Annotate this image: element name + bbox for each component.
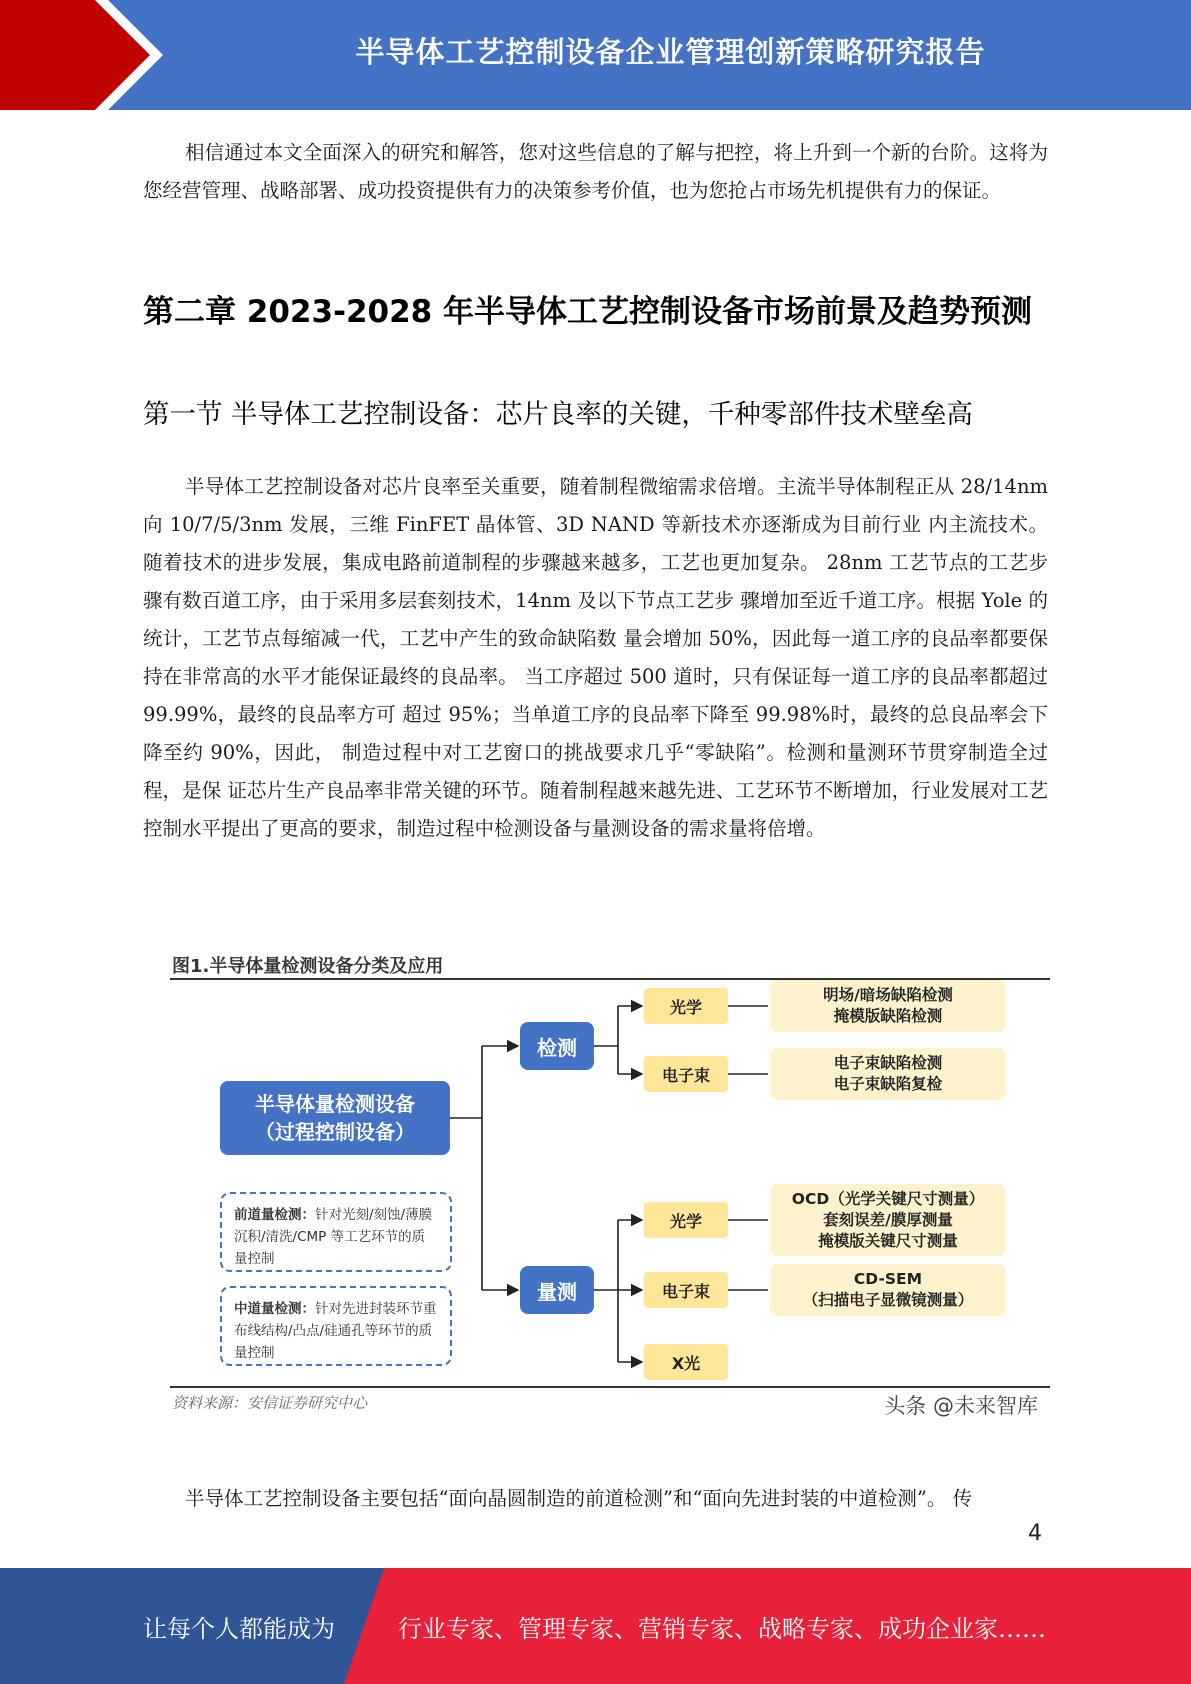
app-item: 掩模版关键尺寸测量 [818,1231,958,1250]
note-front-end-metrology [220,1192,452,1272]
inspection-box: 检测 [520,1022,594,1070]
root-box-line1: 半导体量检测设备 [255,1092,415,1116]
figure-classification-diagram [170,946,1050,1416]
root-box-line2: （过程控制设备） [255,1120,415,1144]
note-mid-text: 针对先进封装环节重布线结构/凸点/硅通孔等环节的质量控制 [234,1301,437,1361]
note-front-label: 前道量检测： [234,1207,315,1223]
metrology-box: 量测 [520,1266,594,1314]
note-mid-label: 中道量检测： [234,1301,315,1317]
app-box-inspect-optical [770,980,1006,1032]
header-banner [0,0,1191,110]
app-box-inspect-ebeam [770,1048,1006,1100]
app-item: （扫描电子显微镜测量） [802,1291,974,1309]
intro-paragraph: 相信通过本文全面深入的研究和解答，您对这些信息的了解与把控，将上升到一个新的台阶。这将为您经营管理、战略部署、成功投资提供有力的决策参考价值，也为您抢占市场先机提供有力的保证。 [143,141,1048,202]
app-item: 掩模版缺陷检测 [833,1007,943,1025]
section-heading: 第一节 半导体工艺控制设备：芯片良率的关键，千种零部件技术壁垒高 [143,399,973,430]
figure-title: 图1.半导体量检测设备分类及应用 [172,956,444,977]
figure-source: 资料来源：安信证券研究中心 [172,1394,368,1412]
app-item: 电子束缺陷复检 [833,1075,943,1093]
measure-ebeam-box: 电子束 [644,1272,728,1308]
report-title: 半导体工艺控制设备企业管理创新策略研究报告 [355,34,986,69]
chapter-heading: 第二章 2023-2028 年半导体工艺控制设备市场前景及趋势预测 [143,294,1033,330]
note-mid-end-metrology [220,1286,452,1366]
footer-slogan-right: 行业专家、管理专家、营销专家、战略专家、成功企业家…… [398,1614,1046,1643]
inspect-optical-box: 光学 [644,988,728,1024]
figure-bottom-rule [170,1386,1050,1388]
app-box-measure-optical [770,1184,1006,1256]
root-box-process-control-equipment [220,1081,450,1155]
app-item: CD-SEM [853,1270,923,1288]
app-item: 电子束缺陷检测 [833,1054,943,1072]
closing-paragraph: 半导体工艺控制设备主要包括“面向晶圆制造的前道检测”和“面向先进封装的中道检测”。 传 [185,1487,973,1510]
measure-xray-box: X光 [644,1344,728,1380]
app-item: OCD（光学关键尺寸测量） [791,1189,985,1208]
page-number: 4 [1028,1521,1042,1546]
figure-watermark: 头条 @未来智库 [884,1394,1038,1418]
app-item: 明场/暗场缺陷检测 [823,986,953,1004]
inspect-ebeam-box: 电子束 [644,1056,728,1092]
note-front-text: 针对光刻/刻蚀/薄膜沉积/清洗/CMP 等工艺环节的质量控制 [234,1207,433,1267]
measure-optical-box: 光学 [644,1202,728,1238]
app-box-measure-ebeam [770,1264,1006,1316]
footer-slogan-left: 让每个人都能成为 [143,1614,335,1643]
footer-banner [0,1568,1191,1684]
app-item: 套刻误差/膜厚测量 [823,1210,953,1229]
section-paragraph: 半导体工艺控制设备对芯片良率至关重要，随着制程微缩需求倍增。主流半导体制程正从 28/14nm 向 10/7/5/3nm 发展，三维 FinFET 晶体管、3D NAND 等新技术亦逐渐成为目前行业 内主流技术。随着技术的进步发展，集成电路前道制程的步骤越来越多，工艺也更加复杂。 28nm 工艺节点的工艺步骤有数百道工序，由于采用多层套刻技术，14nm 及以下节点工艺步 骤增加至近千道工序。根据 Yole 的统计，工艺节点每缩减一代，工艺中产生的致命缺陷数 量会增加 50%，因此每一道工序的良品率都要保持在非常高的水平才能保证最终的良品率。 当工序超过 500 道时，只有保证每一道工序的良品率都超过 99.99%，最终的良品率方可 超过 95%；当单道工序的良品率下降至 99.98%时，最终的总良品率会下降至约 90%，因此， 制造过程中对工艺窗口的挑战要求几乎“零缺陷”。检测和量测环节贯穿制造全过程，是保 证芯片生产良品率非常关键的环节。随着制程越来越先进、工艺环节不断增加，行业发展对工艺控制水平提出了更高的要求，制造过程中检测设备与量测设备的需求量将倍增。 [143,475,1048,840]
